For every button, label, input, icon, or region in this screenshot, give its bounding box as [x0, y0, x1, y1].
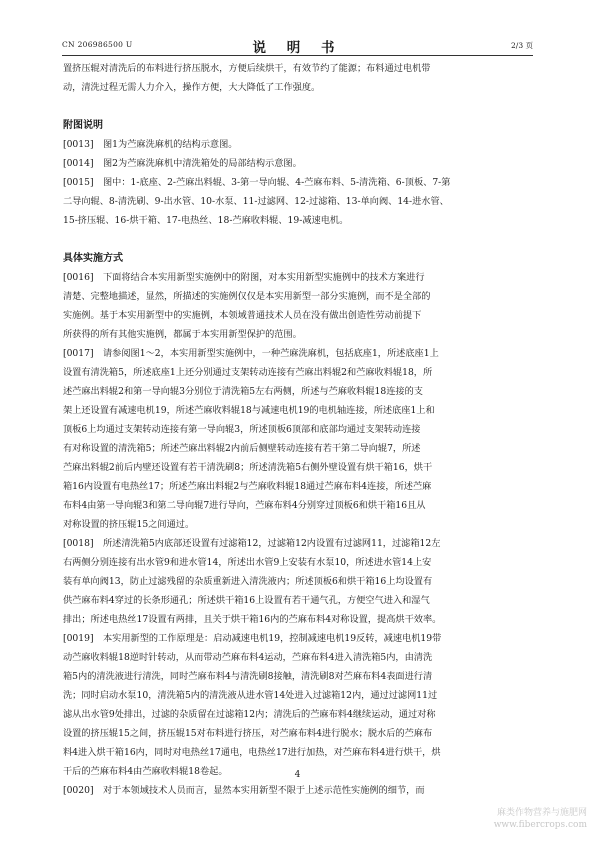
line-text: 置挤压辊对清洗后的布料进行挤压脱水，方便后续烘干，有效节约了能源；布料通过电机带: [63, 63, 431, 74]
paragraph-number: [0017]: [63, 348, 94, 359]
embodiment-section-heading: 具体实施方式: [63, 253, 123, 264]
paragraph-line: [63, 211, 533, 230]
paragraph-line: [63, 515, 533, 534]
intro-line: [63, 78, 533, 97]
paragraph-number: [0019]: [63, 633, 94, 644]
paragraph-line: [63, 344, 533, 363]
paragraph-line: [63, 553, 533, 572]
paragraph-number: [0020]: [63, 785, 94, 796]
drawings-section-heading: 附图说明: [63, 120, 103, 131]
paragraph-line: [63, 439, 533, 458]
page-header: [62, 36, 533, 54]
line-text: 动苎麻收料辊18逆时针转动，从而带动苎麻布料4运动，苎麻布料4进入清洗箱5内，由清洗: [63, 652, 433, 663]
paragraph-line: [63, 591, 533, 610]
paragraph-line: [63, 401, 533, 420]
paragraph-number: [0013]: [63, 139, 94, 150]
paragraph-line: [63, 287, 533, 306]
line-text: 装有单向阀13，防止过滤残留的杂质重新进入清洗液内；所述顶板6和烘干箱16上均设置有: [63, 576, 433, 587]
paragraph-line: [63, 135, 533, 154]
line-text: 对于本领域技术人员而言，显然本实用新型不限于上述示范性实施例的细节，而: [103, 785, 425, 796]
paragraph-number: [0015]: [63, 177, 94, 188]
intro-line: [63, 59, 533, 78]
paragraph-line: [63, 154, 533, 173]
line-text: 实施例。基于本实用新型中的实施例，本领域普通技术人员在没有做出创造性劳动前提下: [63, 310, 422, 321]
line-text: 图1为苎麻洗麻机的结构示意图。: [103, 139, 238, 150]
paragraph-line: [63, 781, 533, 800]
paragraph-line: [63, 705, 533, 724]
line-text: 箱16内设置有电热丝17；所述苎麻出料辊2与苎麻收料辊18通过苎麻布料4连接，所述苎麻: [63, 481, 432, 492]
paragraph-line: [63, 496, 533, 515]
paragraph-line: [63, 667, 533, 686]
paragraph-line: [63, 382, 533, 401]
paragraph-line: [63, 363, 533, 382]
line-text: 所述清洗箱5内底部还设置有过滤箱12，过滤箱12内设置有过滤网11，过滤箱12左: [103, 538, 441, 549]
line-text: 洗；同时启动水泵10，清洗箱5内的清洗液从进水管14处进入过滤箱12内，通过过滤网11过: [63, 690, 438, 701]
document-body: [63, 59, 533, 800]
paragraph-line: [63, 173, 533, 192]
paragraph-number: [0016]: [63, 272, 94, 283]
watermark: [494, 807, 587, 831]
document-title: 说 明 书: [252, 40, 343, 56]
line-text: 15-挤压辊、16-烘干箱、17-电热丝、18-苎麻收料辊、19-减速电机。: [63, 215, 349, 226]
line-text: 所获得的所有其他实施例，都属于本实用新型保护的范围。: [63, 329, 302, 340]
line-text: 二导向辊、8-清洗刷、9-出水管、10-水泵、11-过滤网、12-过滤箱、13-单向阀、14-进水管、: [63, 196, 449, 207]
line-text: 图2为苎麻洗麻机中清洗箱处的局部结构示意图。: [103, 158, 302, 169]
line-text: 对称设置的挤压辊15之间通过。: [63, 519, 195, 530]
line-text: 供苎麻布料4穿过的长条形通孔；所述烘干箱16上设置有若干通气孔，方便空气进入和湿气: [63, 595, 430, 606]
paragraph-line: [63, 610, 533, 629]
line-text: 清楚、完整地描述，显然，所描述的实施例仅仅是本实用新型一部分实施例，而不是全部的: [63, 291, 431, 302]
paragraph-line: [63, 534, 533, 553]
paragraph-number: [0014]: [63, 158, 94, 169]
line-text: 箱5内的清洗液进行清洗，同时苎麻布料4与清洗刷8接触，清洗刷8对苎麻布料4表面进行清: [63, 671, 433, 682]
header-rule: [62, 55, 533, 56]
page-indicator: 2/3 页: [511, 41, 533, 50]
paragraph-line: [63, 268, 533, 287]
line-text: 顶板6上均通过支架转动连接有第一导向辊3，所述顶板6顶部和底部均通过支架转动连接: [63, 424, 421, 435]
patent-number: CN 206986500 U: [62, 40, 133, 49]
line-text: 滤从出水管9处排出，过滤的杂质留在过滤箱12内；清洗后的苎麻布料4继续运动，通过对称: [63, 709, 436, 720]
line-text: 料4进入烘干箱16内，同时对电热丝17通电，电热丝17进行加热，对苎麻布料4进行烘干，烘: [63, 747, 441, 758]
paragraph-line: [63, 743, 533, 762]
paragraph-line: [63, 629, 533, 648]
spacer: [63, 230, 533, 249]
line-text: 述苎麻出料辊2和第一导向辊3分别位于清洗箱5左右两侧，所述与苎麻收料辊18连接的支: [63, 386, 423, 397]
line-text: 请参阅图1～2，本实用新型实施例中，一种苎麻洗麻机，包括底座1，所述底座1上: [103, 348, 439, 359]
line-text: 图中：1-底座、2-苎麻出料辊、3-第一导向辊、4-苎麻布料、5-清洗箱、6-顶板、7-第: [103, 177, 451, 188]
watermark-line-2: www.fibercrops.com: [493, 820, 587, 830]
paragraph-line: [63, 477, 533, 496]
paragraph-line: [63, 420, 533, 439]
paragraph-line: [63, 192, 533, 211]
spacer: [63, 97, 533, 116]
line-text: 有对称设置的清洗箱5；所述苎麻出料辊2内前后侧壁转动连接有若干第二导向辊7，所述: [63, 443, 421, 454]
paragraph-line: [63, 458, 533, 477]
line-text: 设置的挤压辊15之间，挤压辊15对布料进行挤压，对苎麻布料4进行脱水；脱水后的苎麻布: [63, 728, 433, 739]
paragraph-line: [63, 648, 533, 667]
line-text: 架上还设置有减速电机19，所述苎麻收料辊18与减速电机19的电机轴连接，所述底座1上和: [63, 405, 435, 416]
paragraph-line: [63, 572, 533, 591]
paragraph-line: [63, 724, 533, 743]
page-number: 4: [294, 770, 301, 780]
paragraph-line: [63, 686, 533, 705]
paragraph-number: [0018]: [63, 538, 94, 549]
line-text: 本实用新型的工作原理是：启动减速电机19，控制减速电机19反转，减速电机19带: [103, 633, 442, 644]
paragraph-line: [63, 306, 533, 325]
watermark-line-1: 麻类作物营养与施肥网: [496, 808, 587, 818]
line-text: 下面将结合本实用新型实施例中的附图，对本实用新型实施例中的技术方案进行: [103, 272, 425, 283]
line-text: 干后的苎麻布料4由苎麻收料辊18卷起。: [63, 766, 228, 777]
line-text: 布料4由第一导向辊3和第二导向辊7进行导向，苎麻布料4分别穿过顶板6和烘干箱16且从: [63, 500, 426, 511]
line-text: 动，清洗过程无需人力介入，操作方便，大大降低了工作强度。: [63, 82, 321, 93]
line-text: 排出；所述电热丝17设置有两排，且关于烘干箱16内的苎麻布料4对称设置，提高烘干效率。: [63, 614, 442, 625]
paragraph-line: [63, 325, 533, 344]
line-text: 设置有清洗箱5，所述底座1上还分别通过支架转动连接有苎麻出料辊2和苎麻收料辊18，所: [63, 367, 433, 378]
line-text: 苎麻出料辊2前后内壁还设置有若干清洗刷8；所述清洗箱5右侧外壁设置有烘干箱16，烘干: [63, 462, 433, 473]
line-text: 右两侧分别连接有出水管9和进水管14，所述出水管9上安装有水泵10，所述进水管14上安: [63, 557, 432, 568]
